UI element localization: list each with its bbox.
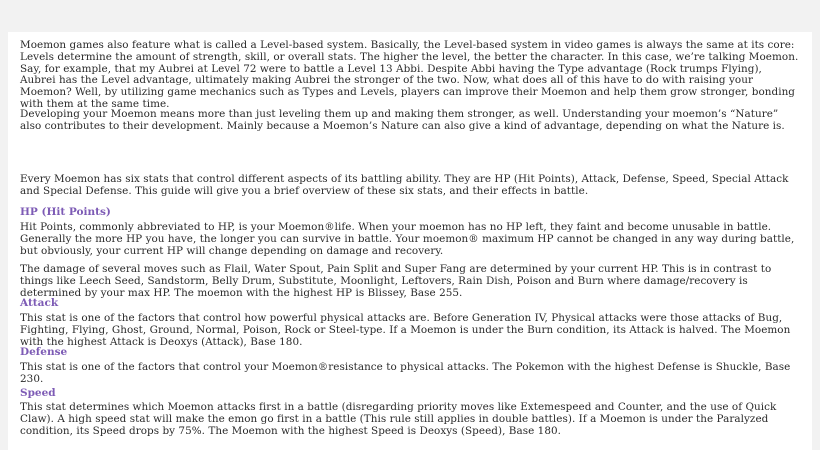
defense-heading: Defense [20, 346, 68, 358]
hp-heading: HP (Hit Points) [20, 206, 111, 218]
defense-paragraph: This stat is one of the factors that control your Moemon®resistance to physical attacks. The Pokemon with the highest Defense is Shuckle, Base 230. [20, 361, 791, 385]
document-page [8, 32, 812, 450]
hp-paragraph: Hit Points, commonly abbreviated to HP, is your Moemon®life. When your moemon has no HP left, they faint and become unusable in battle. Generally the more HP you have, the longer you can survive in battle. Your moemon® maximum HP cannot be changed in any way during battle, but obviously, your current HP will change depending on damage and recovery. [20, 221, 795, 257]
nature-paragraph: Developing your Moemon means more than just leveling them up and making them stronger, as well. Understanding your moemon’s “Nature” also contributes to their development. Mainly because a Moemon’s Nature can also give a kind of advantage, depending on what the Nature is. [20, 108, 785, 132]
hp-moves-paragraph: The damage of several moves such as Flail, Water Spout, Pain Split and Super Fang are determined by your current HP. This is in contrast to things like Leech Seed, Sandstorm, Belly Drum, Substitute, Moonlight, Leftovers, Rain Dish, Poison and Burn where damage/recovery is determined by your max HP. The moemon with the highest HP is Blissey, Base 255. [20, 263, 772, 299]
attack-paragraph: This stat is one of the factors that control how powerful physical attacks are. Before Generation IV, Physical attacks were those attacks of Bug, Fighting, Flying, Ghost, Ground, Normal, Poison, Rock or Steel-type. If a Moemon is under the Burn condition, its Attack is halved. The Moemon with the highest Attack is Deoxys (Attack), Base 180. [20, 312, 791, 348]
speed-paragraph: This stat determines which Moemon attacks first in a battle (disregarding priority moves like Extemespeed and Counter, and the use of Quick Claw). A high speed stat will make the emon go first in a battle (This rule still applies in double battles). If a Moemon is under the Paralyzed condition, its Speed drops by 75%. The Moemon with the highest Speed is Deoxys (Speed), Base 180. [20, 401, 777, 437]
attack-heading: Attack [20, 297, 59, 309]
stats-overview-paragraph: Every Moemon has six stats that control different aspects of its battling ability. They are HP (Hit Points), Attack, Defense, Speed, Special Attack and Special Defense. This guide will give you a brief overview of these six stats, and their effects in battle. [20, 173, 789, 197]
speed-heading: Speed [20, 387, 56, 399]
intro-paragraph: Moemon games also feature what is called a Level-based system. Basically, the Level-based system in video games is always the same at its core: Levels determine the amount of strength, skill, or overall stats. The higher the level, the better the character. In this case, we’re talking Moemon. Say, for example, that my Aubrei at Level 72 were to battle a Level 13 Abbi. Despite Abbi having the Type advantage (Rock trumps Flying), Aubrei has the Level advantage, ultimately making Aubrei the stronger of the two. Now, what does all of this have to do with raising your Moemon? Well, by utilizing game mechanics such as Types and Levels, players can improve their Moemon and help them grow stronger, bonding with them at the same time. [20, 39, 799, 110]
